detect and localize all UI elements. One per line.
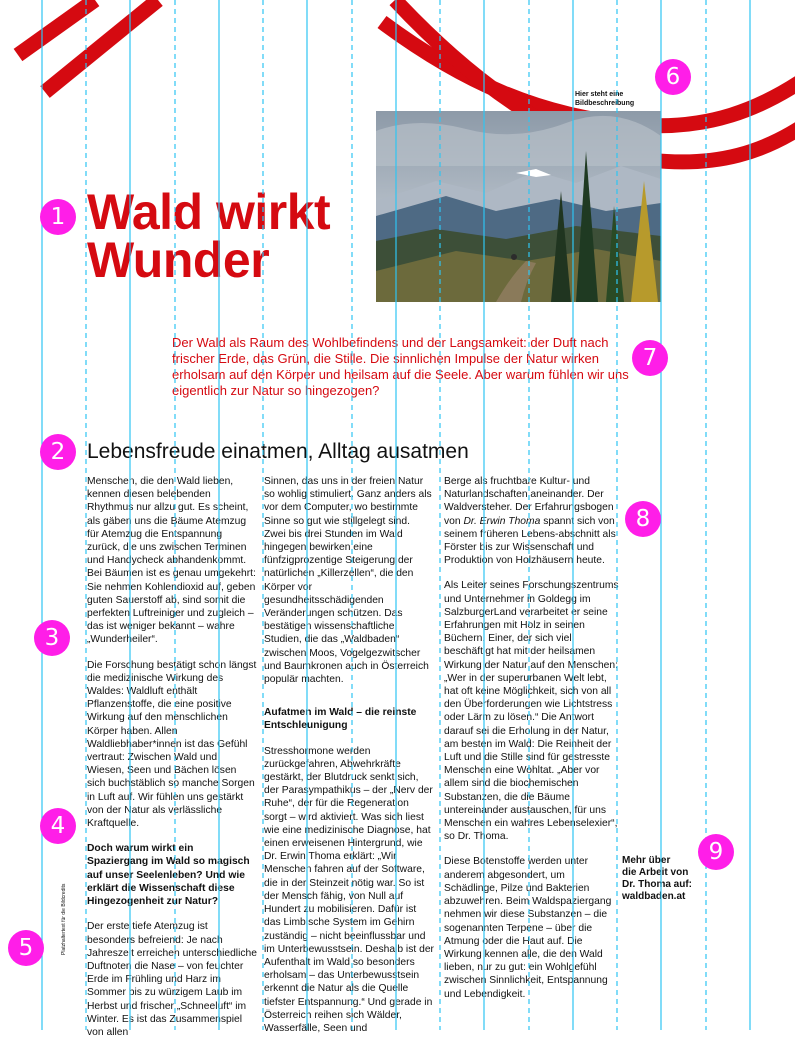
paragraph-part: Berge als fruchtbare Kultur- und Naturlandschaften aneinander. Der Waldversteher. Der Erfahrungsbogen von: [444, 476, 614, 527]
headline: [87, 184, 331, 288]
more-line: die Arbeit von: [622, 867, 689, 878]
landscape-photo: [376, 111, 661, 302]
paragraph: Als Leiter seines Forschungszentrums und Unternehmer in Goldegg im SalzburgerLand verarbeitet er seine Erfahrungen mit Holz in seinen Büchern. Einer, der sich viel beschäftigt hat mit der heilsamen Wirkung der Natur auf den Menschen: „Wer in der superurbanen Welt lebt, hat oft keine Möglichkeit, sich von all den Überforderungen wie Lichtstress oder Lärm zu lösen.“ Die Antwort darauf sei die Erholung in der Natur, am besten im Wald: Die Reinheit der Luft und die Stille sind für gestresste Menschen eine Wohltat. „Aber vor allem sind die biochemischen Substanzen, die die Bäume untereinander austauschen, für uns Menschen ein wahres Lebenselexier“, so Dr. Thoma.: [444, 580, 619, 843]
annotation-badge-4: 4: [40, 808, 76, 844]
more-line: Mehr über: [622, 855, 671, 866]
text-column-1: [87, 475, 257, 1051]
paragraph: Die Forschung bestätigt schon längst die medizinische Wirkung des Waldes: Waldluft enthält Pflanzenstoffe, die eine positive Wirkung auf den menschlichen Körper haben. Allen Waldliebhaber*innen ist das Gefühl vertraut: Zwischen Wald und Wiesen, Seen und Bächen lösen sich buchstäblich so manche Sorgen in Luft auf. Wir fühlen uns gestärkt von der Natur als verlässliche Kraftquelle.: [87, 659, 257, 830]
annotation-badge-6: 6: [655, 59, 691, 95]
text-column-3: [444, 475, 619, 1013]
section-subheading: Lebensfreude einatmen, Alltag ausatmen: [87, 440, 469, 463]
annotation-badge-1: 1: [40, 199, 76, 235]
text-column-2: [264, 475, 434, 1047]
question-paragraph: Doch warum wirkt ein Spaziergang im Wald so magisch auf unser Seelenleben? Und wie erklärt die Wissenschaft diese Hingezogenheit zur Natur?: [87, 843, 250, 908]
annotation-badge-8: 8: [625, 501, 661, 537]
paragraph: [444, 475, 619, 567]
paragraph: Diese Botenstoffe werden unter anderem abgesondert, um Schädlinge, Pilze und Bakterien abzuwehren. Beim Waldspaziergang nehmen wir diese Substanzen – die sogenannten Terpene – über die Atmung oder die Haut auf. Die Wirkung kennen alle, die den Wald lieben, nur zu gut: ein Wohlgefühl zwischen Sinnlichkeit, Entspannung und Lebendigkeit.: [444, 856, 612, 1000]
annotation-badge-9: 9: [698, 834, 734, 870]
headline-line-1: Wald wirkt: [87, 184, 331, 240]
paragraph: Stresshormone werden zurückgefahren, Abwehrkräfte gestärkt, der Blutdruck senkt sich, der Parasympathikus – der „Nerv der Ruhe“, der für die Regeneration sorgt – wird aktiviert. Was sich liest wie eine medizinische Diagnose, hat einen erweisenen Hintergrund, wie Dr. Erwin Thoma erklärt: „Wir Menschen fahren auf der Software, die in der Steinzeit nötig war. So ist der Mensch fähig, von Null auf Hundert zu mobilisieren. Dafür ist das Limbische System im Gehirn zuständig – nicht beeinflussbar und im Unterbewusstsein. Deshalb ist der Aufenthalt im Wald so besonders erholsam – das Unterbewusstsein erkennt die Natur als die Quelle tiefster Entspannung.“ Und gerade in Österreich reihen sich Wälder, Wasserfälle, Seen und: [264, 745, 434, 1034]
paragraph: Menschen, die den Wald lieben, kennen diesen belebenden Rhythmus nur allzu gut. Es scheint, als gäben uns die Bäume Atemzug für Atemzug die Entspannung zurück, die uns zwischen Terminen und Handycheck abhandenkommt. Bei Bäumen ist es genau umgekehrt: Sie nehmen Kohlendioxid auf, geben guten Sauerstoff ab, sind somit die perfekten Luftreiniger und zugleich – das ist weniger bekannt – wahre „Wunderheiler“.: [87, 476, 256, 646]
person-name: Dr. Erwin Thoma: [463, 515, 541, 527]
column-heading: Aufatmen im Wald – die reinste Entschleunigung: [264, 707, 417, 732]
photo-credit: Platzhaltertext für die Bildcredits: [61, 883, 67, 955]
annotation-badge-7: 7: [632, 340, 668, 376]
more-info-note: [622, 855, 702, 903]
lead-paragraph: Der Wald als Raum des Wohlbefindens und der Langsamkeit: der Duft nach frischer Erde, das Grün, die Stille. Die sinnlichen Impulse der Natur wirken erholsam auf den Körper und heilsam auf die Seele. Aber warum fühlen wir uns eigentlich zur Natur so hingezogen?: [172, 335, 629, 398]
website-link[interactable]: waldbaden.at: [622, 891, 686, 902]
paragraph: Sinnen, das uns in der freien Natur so wohlig stimuliert. Ganz anders als vor dem Computer, wo bestimmte Sinne so gut wie stillgelegt sind. Zwei bis drei Stunden im Wald hingegen bewirken eine fünfzigprozentige Steigerung der natürlichen „Killerzellen“, die den Körper vor gesundheitsschädigenden Veränderungen schützen. Das bestätigen wissenschaftliche Studien, die das „Waldbaden“ zwischen Moos, Vogelgezwitscher und Baumkronen auch in Österreich populär machten.: [264, 476, 432, 686]
annotation-badge-2: 2: [40, 434, 76, 470]
image-caption: Hier steht eine Bildbeschreibung: [575, 91, 635, 107]
annotation-badge-5: 5: [8, 930, 44, 966]
paragraph: Der erste tiefe Atemzug ist besonders befreiend: Je nach Jahreszeit erreichen unterschiedliche Duftnoten die Nase – von feuchter Erde im Frühling und Harz im Sommer bis zu würzigem Laub im Herbst und frischer „Schneeluft“ im Winter. Es ist das Zusammenspiel von allen: [87, 921, 257, 1038]
paragraph-part: spannt sich von seinem früheren Lebens-abschnitt als Förster bis zur Wissenschaft und Produktion von Holzhäusern heute.: [444, 515, 616, 567]
more-line: Dr. Thoma auf:: [622, 879, 693, 890]
headline-line-2: Wunder: [87, 232, 270, 288]
annotation-badge-3: 3: [34, 620, 70, 656]
